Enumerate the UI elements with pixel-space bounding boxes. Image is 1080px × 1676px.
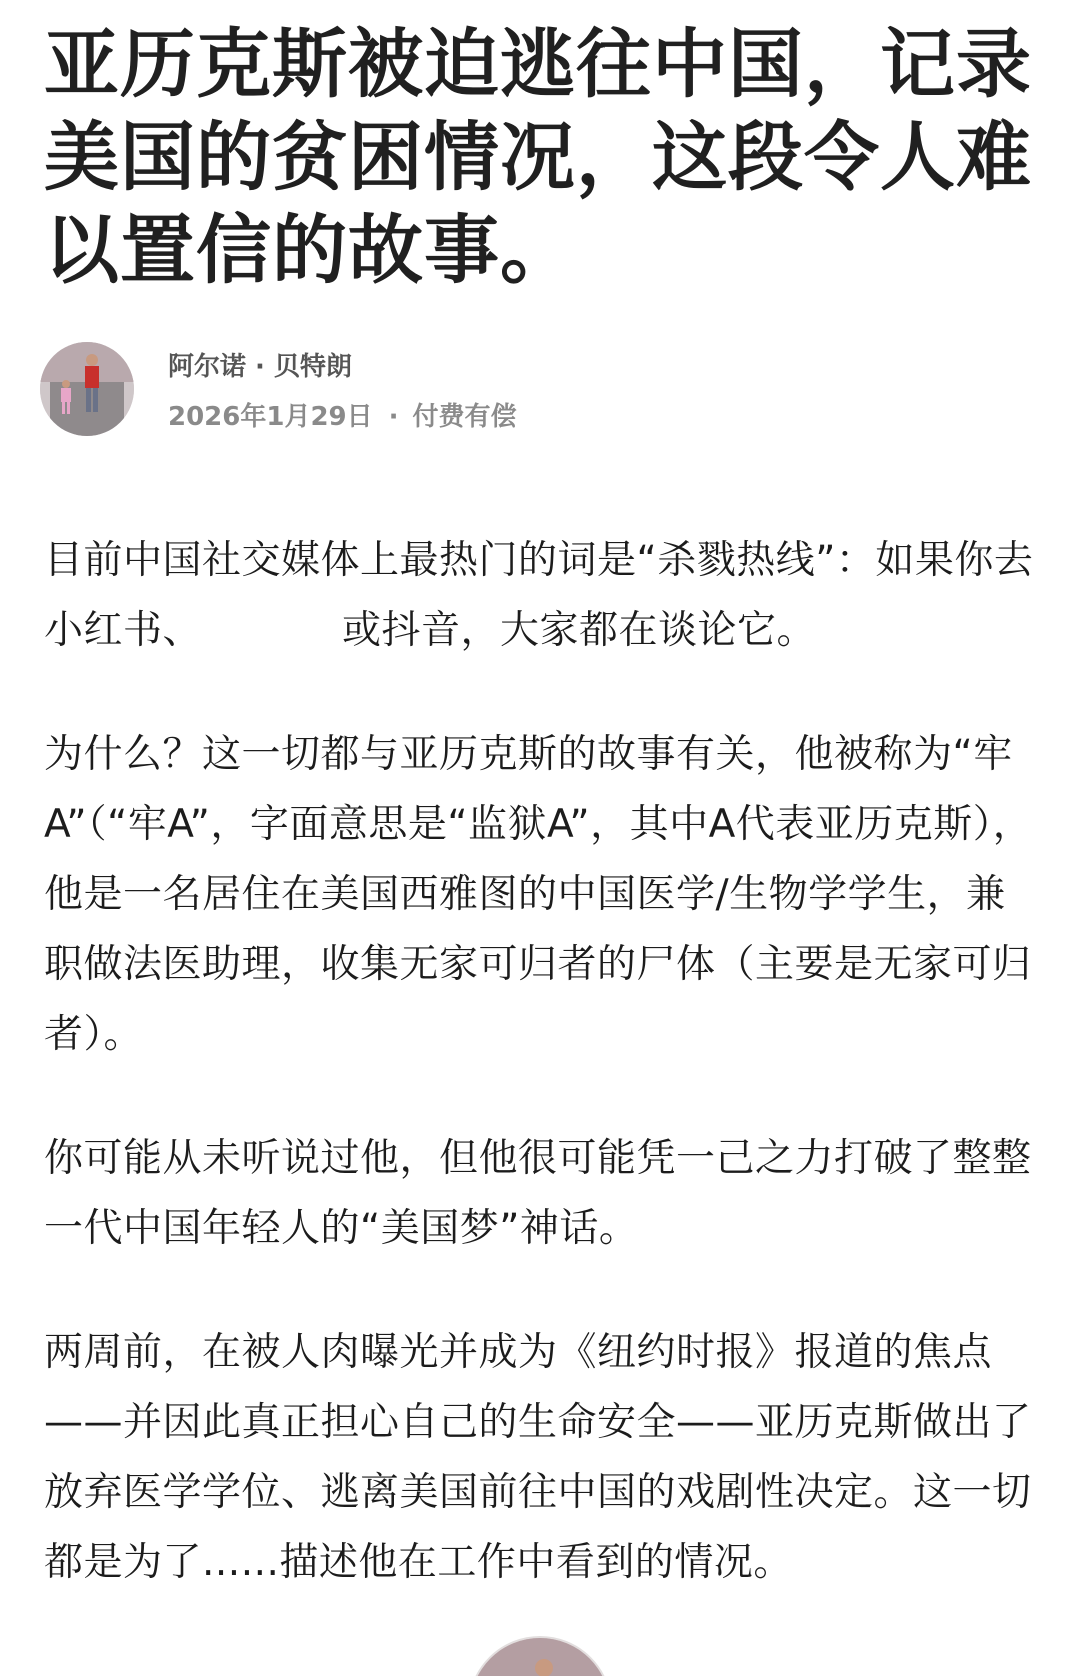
article-title: 亚历克斯被迫逃往中国，记录美国的贫困情况，这段令人难以置信的故事。 xyxy=(44,20,1033,294)
author-photo-icon xyxy=(40,342,134,436)
article-body xyxy=(44,526,1044,1652)
redaction-blur xyxy=(202,605,342,651)
byline xyxy=(40,342,1040,438)
body-paragraph-2: 为什么？这一切都与亚历克斯的故事有关，他被称为“牢A”（“牢A”，字面意思是“监狱A”，其中A代表亚历克斯），他是一名居住在美国西雅图的中国医学/生物学学生，兼职做法医助理，收集无家可归者的尸体（主要是无家可归者）。 xyxy=(44,732,1033,1057)
article-meta xyxy=(168,396,517,433)
body-paragraph-4: 两周前，在被人肉曝光并成为《纽约时报》报道的焦点——并因此真正担心自己的生命安全——亚历克斯做出了放弃医学学位、逃离美国前往中国的戏剧性决定。这一切都是为了......描述他在工作中看到的情况。 xyxy=(44,1330,1032,1585)
paragraph-1-text-a: 目前中国社交媒体上最热门的词是“杀戮热线”：如果你去小红书、 xyxy=(44,538,1034,653)
body-paragraph-1 xyxy=(44,526,1044,666)
paragraph-1-text-b: 或抖音，大家都在谈论它。 xyxy=(342,608,817,653)
author-name[interactable]: 阿尔诺 · 贝特朗 xyxy=(168,352,352,382)
author-avatar[interactable] xyxy=(40,342,134,436)
body-paragraph-3: 你可能从未听说过他，但他很可能凭一己之力打破了整整一代中国年轻人的“美国梦”神话。 xyxy=(44,1136,1032,1251)
meta-separator: · xyxy=(388,402,399,432)
access-badge: 付费有偿 xyxy=(412,402,517,432)
publish-date: 2026年1月29日 xyxy=(168,402,373,432)
